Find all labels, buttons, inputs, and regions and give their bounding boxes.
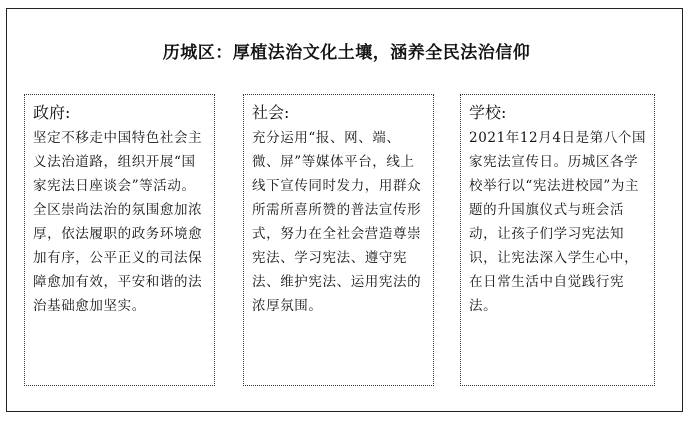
panel-heading: 社会: — [252, 103, 290, 122]
panel-body: 坚定不移走中国特色社会主义法治道路，组织开展“国家宪法日座谈会”等活动。全区崇尚法治的氛围愈加浓厚，依法履职的政务环境愈加有序，公平正义的司法保障愈加有效，平安和谐的法治基础愈加坚实。 — [33, 130, 203, 314]
page-title: 历城区：厚植法治文化土壤，涵养全民法治信仰 — [162, 43, 531, 63]
panel-government — [24, 94, 215, 386]
panel-school — [460, 94, 655, 386]
panel-heading: 政府: — [33, 103, 71, 122]
panel-heading: 学校: — [469, 103, 507, 122]
panel-body: 充分运用“报、网、端、微、屏”等媒体平台，线上线下宣传同时发力，用群众所需所喜所赞的普法宣传形式，努力在全社会营造尊崇宪法、学习宪法、遵守宪法、维护宪法、运用宪法的浓厚氛围。 — [252, 130, 422, 314]
panel-society — [243, 94, 434, 386]
panel-body: 2021年12月4日是第八个国家宪法宣传日。历城区各学校举行以“宪法进校园”为主题的升国旗仪式与班会活动，让孩子们学习宪法知识，让宪法深入学生心中，在日常生活中自觉践行宪法。 — [469, 130, 647, 314]
